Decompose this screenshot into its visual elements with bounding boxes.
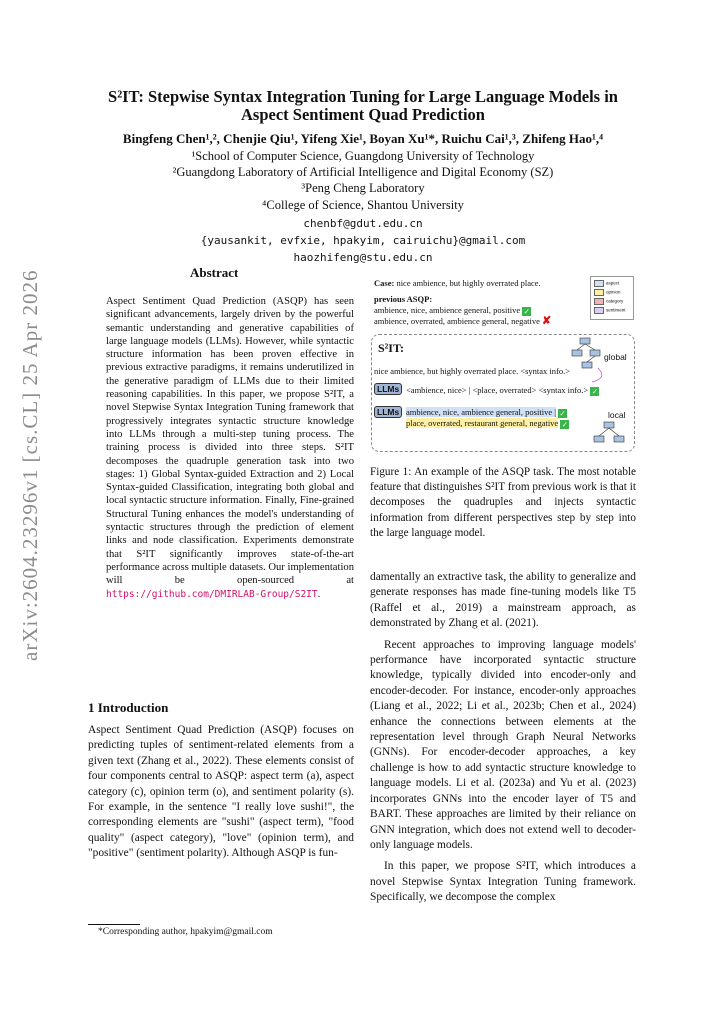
cross-icon: ✘ <box>542 314 552 327</box>
affiliation-4: ⁴College of Science, Shantou University <box>262 198 464 212</box>
arxiv-watermark: arXiv:2604.23296v1 [cs.CL] 25 Apr 2026 <box>18 269 42 661</box>
abstract-body: Aspect Sentiment Quad Prediction (ASQP) has seen significant advancements, largely driven by the powerful semantic understanding and generative capabilities of large language models (LLMs). However, while syntactic structure information has been proven effective in previous extractive paradigms, it remains underutilized in the generative paradigm of LLMs due to their limited reasoning capabilities. In this paper, we propose S²IT, a novel Stepwise Syntax Integration Tuning framework that progressively integrates syntactic structure knowledge into LLMs through a multi-step tuning process. The training process is divided into three steps. S²IT decomposes the quadruple generation task into two stages: 1) Global Syntax-guided Extraction and 2) Local Syntax-guided Classification, integrating both global and local syntactic structure information. Finally, Fine-grained Structural Tuning enhances the model's understanding of syntactic structures through the prediction of element links and node classification. Experiments demonstrate that S²IT significantly improves state-of-the-art performance across multiple datasets. Our implementation will be open-sourced at https://github.com/DMIRLAB-Group/S2IT. <box>106 296 354 600</box>
llms-step1: LLMs <box>374 383 402 395</box>
email-1[interactable]: chenbf@gdut.edu.cn <box>303 217 423 230</box>
s2it-label: S²IT: <box>378 341 405 355</box>
case-line: Case: nice ambience, but highly overrated place. <box>374 278 541 288</box>
email-2[interactable]: {yausankit, evfxie, hpakyim, cairuichu}@gmail.com <box>200 234 526 247</box>
step1-output: <ambience, nice> | <place, overrated> <syntax info.> ✓ <box>406 385 598 396</box>
affiliation-2: ²Guangdong Laboratory of Artificial Intelligence and Digital Economy (SZ) <box>172 165 554 179</box>
paragraph: In this paper, we propose S²IT, which introduces a novel Stepwise Syntax Integration Tuning framework. Specifically, we decompose the complex <box>370 860 636 904</box>
affiliation-1: ¹School of Computer Science, Guangdong University of Technology <box>191 149 535 163</box>
check-icon: ✓ <box>591 387 598 396</box>
step2-output: ambience, nice, ambience general, positive | ✓ place, overrated, restaurant general, negative ✓ <box>406 407 568 429</box>
author-list: Bingfeng Chen¹,², Chenjie Qiu¹, Yifeng Xie¹, Boyan Xu¹*, Ruichu Cai¹,³, Zhifeng Hao¹,⁴ <box>122 131 604 146</box>
affiliation-3: ³Peng Cheng Laboratory <box>301 181 425 195</box>
footnote: *Corresponding author, hpakyim@gmail.com <box>98 927 273 937</box>
s2it-sentence: nice ambience, but highly overrated place. <syntax info.> <box>374 366 571 376</box>
check-icon: ✓ <box>523 306 530 316</box>
right-column-text <box>370 570 636 906</box>
global-label: global <box>604 352 627 362</box>
code-link[interactable]: https://github.com/DMIRLAB-Group/S2IT <box>106 588 318 600</box>
figure-1 <box>368 270 636 452</box>
paper-title: S²IT: Stepwise Syntax Integration Tuning for Large Language Models in Aspect Sentiment Quad Prediction <box>108 87 618 124</box>
local-tree-icon <box>590 420 630 450</box>
introduction-text: Aspect Sentiment Quad Prediction (ASQP) focuses on predicting tuples of sentiment-related elements from a given text (Zhang et al., 2022). These elements consist of four components central to ASQP: aspect term (a), aspect category (c), opinion term (o), and sentiment polarity (s). For example, in the sentence "I really love sushi!", the corresponding elements are "sushi" (aspect term), "food quality" (aspect category), "love" (opinion term), and "positive" (sentiment polarity). Although ASQP is fun- <box>88 724 354 860</box>
check-icon: ✓ <box>561 420 568 429</box>
section-heading: 1 Introduction <box>88 700 169 715</box>
llms-step2: LLMs <box>374 406 402 418</box>
footnote-rule <box>88 924 140 925</box>
figure-legend: aspect opinion category sentiment <box>590 276 634 320</box>
email-3[interactable]: haozhifeng@stu.edu.cn <box>293 251 433 264</box>
figure-caption: Figure 1: An example of the ASQP task. The most notable feature that distinguishes S²IT from previous work is that it decomposes the quadruples and injects syntactic information from different perspectives step by step into the large language model. <box>370 466 636 539</box>
paragraph: damentally an extractive task, the ability to generalize and generate responses has made fine-tuning models like T5 (Raffel et al., 2019) a mainstream approach, as demonstrated by Zhang et al. (2021). <box>370 571 636 630</box>
local-label: local <box>608 410 626 420</box>
paragraph: Recent approaches to improving language models' performance have incorporated syntactic structure knowledge, typically divided into encoder-only and encoder-decoder. For instance, encoder-only approaches (Liang et al., 2022; Li et al., 2023b; Chen et al., 2024) enhance the connections between elements at the representation level through Graph Neural Networks (GNNs). For encoder-decoder approaches, a key challenge is how to add syntactic structure knowledge to language models. Li et al. (2023a) and Yu et al. (2023) incorporates GNNs into the encoder layer of T5 and BART. These approaches are limited by their reliance on GNN integration, which does not extend well to decoder-only language models. <box>370 638 636 851</box>
abstract-heading: Abstract <box>190 265 239 280</box>
previous-asqp: previous ASQP: ambience, nice, ambience general, positive ✓ ambience, overrated, ambience general, negative ✘ <box>374 294 552 327</box>
check-icon: ✓ <box>559 409 566 418</box>
